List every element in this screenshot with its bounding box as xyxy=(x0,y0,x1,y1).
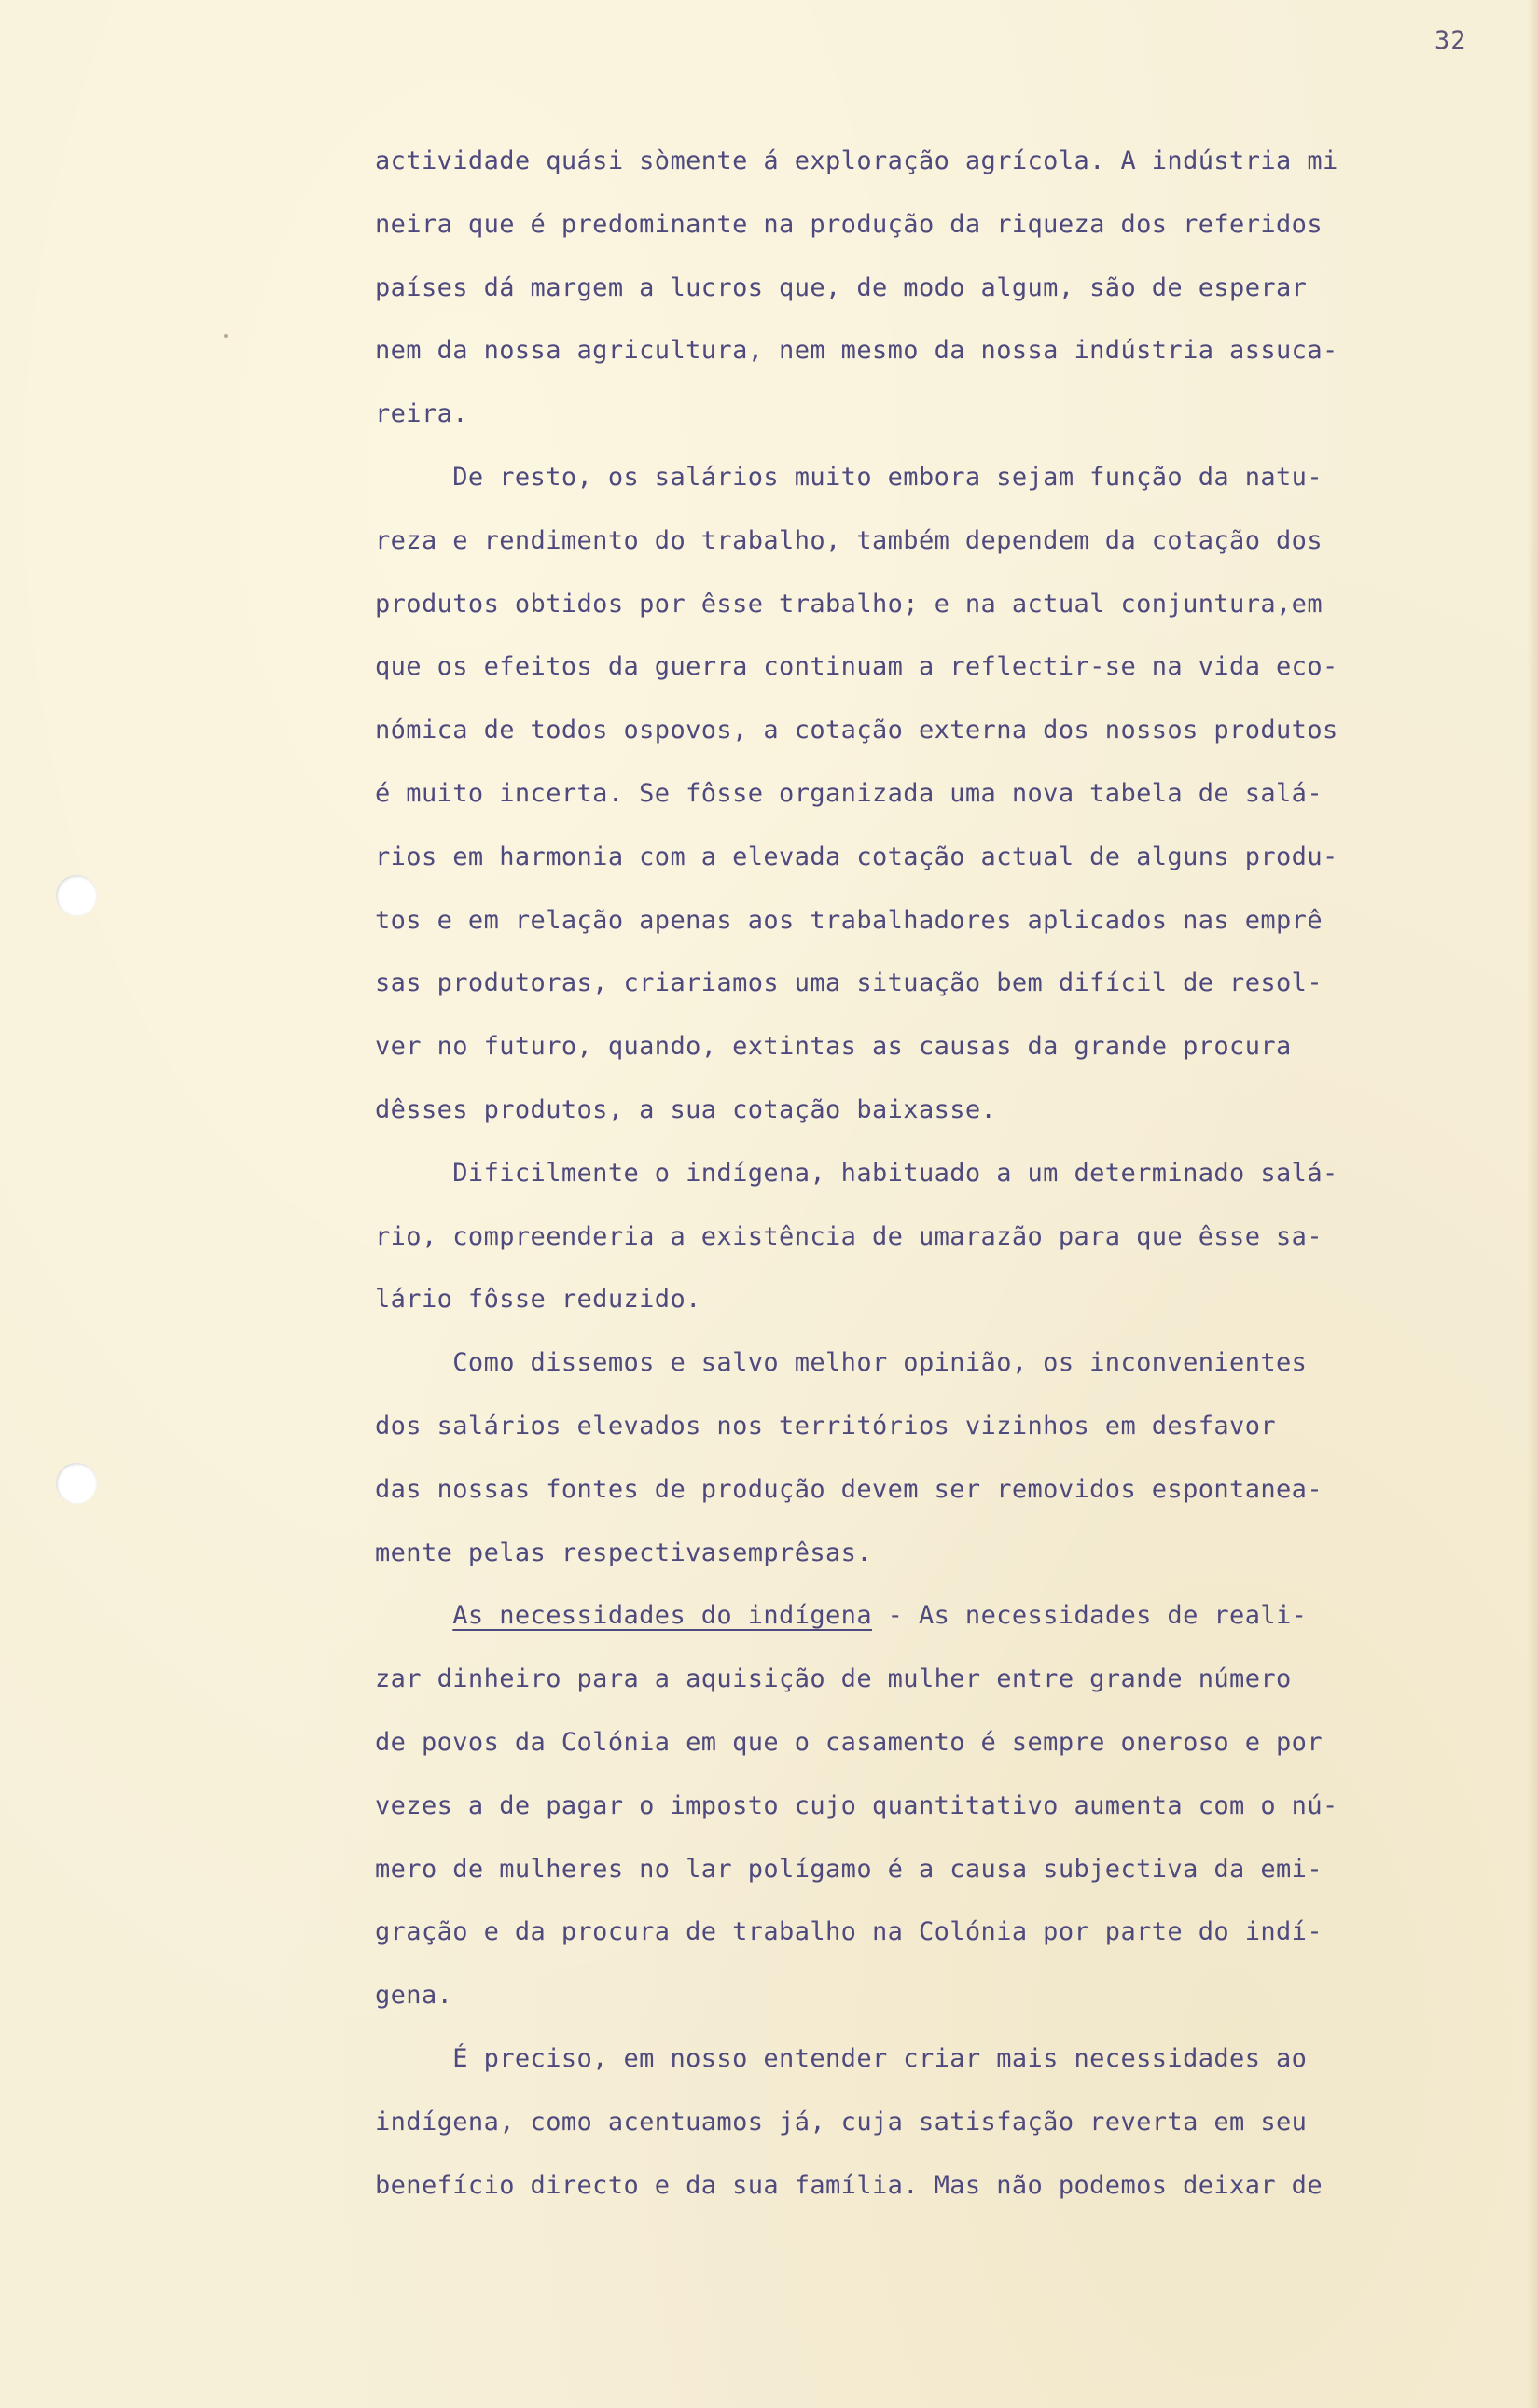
text-segment: dêsses produtos, a sua cotação baixasse. xyxy=(375,1094,997,1124)
text-line xyxy=(375,1212,1517,1275)
text-line xyxy=(375,832,1517,896)
text-line xyxy=(375,1844,1517,1908)
text-line xyxy=(375,2034,1517,2097)
text-segment: É preciso, em nosso entender criar mais necessidades ao xyxy=(375,2043,1308,2073)
text-segment: ver no futuro, quando, extintas as causas da grande procura xyxy=(375,1032,1292,1062)
text-segment: indígena, como acentuamos já, cuja satisfação reverta em seu xyxy=(375,2107,1308,2137)
section-heading: As necessidades do indígena xyxy=(452,1601,872,1631)
text-line xyxy=(375,1465,1517,1528)
text-line xyxy=(375,1148,1517,1212)
text-line xyxy=(375,516,1517,579)
text-segment: mero de mulheres no lar polígamo é a causa subjectiva da emi- xyxy=(375,1854,1323,1884)
text-line xyxy=(375,2097,1517,2161)
text-line xyxy=(375,1654,1517,1718)
text-segment: rios em harmonia com a elevada cotação actual de alguns produ- xyxy=(375,842,1338,871)
punch-hole-top xyxy=(56,875,97,916)
text-line xyxy=(375,1907,1517,1970)
text-line xyxy=(375,1781,1517,1844)
text-segment: países dá margem a lucros que, de modo algum, são de esperar xyxy=(375,272,1308,302)
text-segment: das nossas fontes de produção devem ser removidos espontanea- xyxy=(375,1474,1323,1504)
text-line xyxy=(375,1022,1517,1085)
text-segment: tos e em relação apenas aos trabalhadores aplicados nas emprê xyxy=(375,905,1323,935)
text-line xyxy=(375,642,1517,705)
text-segment: zar dinheiro para a aquisição de mulher entre grande número xyxy=(375,1664,1292,1694)
text-line xyxy=(375,2161,1517,2224)
text-segment: De resto, os salários muito embora sejam função da natu- xyxy=(375,462,1323,492)
text-segment: neira que é predominante na produção da riqueza dos referidos xyxy=(375,209,1323,239)
text-line xyxy=(375,896,1517,959)
text-segment: nem da nossa agricultura, nem mesmo da nossa indústria assuca- xyxy=(375,336,1338,366)
text-line xyxy=(375,136,1517,200)
text-segment: Dificilmente o indígena, habituado a um determinado salá- xyxy=(375,1158,1338,1188)
text-segment: reira. xyxy=(375,399,468,429)
text-segment: Como dissemos e salvo melhor opinião, os inconvenientes xyxy=(375,1348,1308,1378)
text-segment: mente pelas respectivasemprêsas. xyxy=(375,1538,872,1567)
text-segment: nómica de todos ospovos, a cotação externa dos nossos produtos xyxy=(375,716,1338,745)
text-line xyxy=(375,1718,1517,1781)
text-line xyxy=(375,1338,1517,1401)
text-segment: de povos da Colónia em que o casamento é sempre oneroso e por xyxy=(375,1727,1323,1757)
text-segment: - As necessidades de reali- xyxy=(871,1601,1308,1631)
text-line xyxy=(375,1591,1517,1654)
text-line xyxy=(375,579,1517,643)
text-segment: rio, compreenderia a existência de umarazão para que êsse sa- xyxy=(375,1221,1323,1251)
text-line xyxy=(375,452,1517,516)
text-segment: é muito incerta. Se fôsse organizada uma nova tabela de salá- xyxy=(375,778,1323,808)
punch-hole-bottom xyxy=(56,1463,97,1504)
text-segment: produtos obtidos por êsse trabalho; e na actual conjuntura,em xyxy=(375,589,1323,619)
text-segment: vezes a de pagar o imposto cujo quantitativo aumenta com o nú- xyxy=(375,1790,1338,1820)
text-line xyxy=(375,958,1517,1022)
ink-speck xyxy=(224,334,228,338)
text-line xyxy=(375,200,1517,263)
text-segment: gena. xyxy=(375,1981,453,2011)
text-line xyxy=(375,705,1517,769)
text-segment: lário fôsse reduzido. xyxy=(375,1285,701,1315)
text-line xyxy=(375,1274,1517,1338)
text-segment: benefício directo e da sua família. Mas não podemos deixar de xyxy=(375,2170,1323,2200)
text-line xyxy=(375,1401,1517,1465)
page-edge-shadow xyxy=(1527,0,1538,2408)
page-number: 32 xyxy=(1434,26,1467,55)
text-line xyxy=(375,263,1517,327)
text-line xyxy=(375,1970,1517,2034)
text-segment: gração e da procura de trabalho na Colónia por parte do indí- xyxy=(375,1917,1323,1947)
text-line xyxy=(375,1528,1517,1592)
text-segment: actividade quási sòmente á exploração agrícola. A indústria mi xyxy=(375,146,1338,175)
text-segment xyxy=(375,1601,452,1630)
text-segment: reza e rendimento do trabalho, também dependem da cotação dos xyxy=(375,525,1323,555)
text-segment: que os efeitos da guerra continuam a reflectir-se na vida eco- xyxy=(375,652,1338,682)
text-line xyxy=(375,1085,1517,1148)
text-segment: dos salários elevados nos territórios vizinhos em desfavor xyxy=(375,1411,1277,1441)
text-line xyxy=(375,389,1517,452)
typed-body-text xyxy=(375,136,1517,2223)
text-line xyxy=(375,326,1517,389)
text-line xyxy=(375,769,1517,832)
text-segment: sas produtoras, criariamos uma situação bem difícil de resol- xyxy=(375,968,1323,998)
